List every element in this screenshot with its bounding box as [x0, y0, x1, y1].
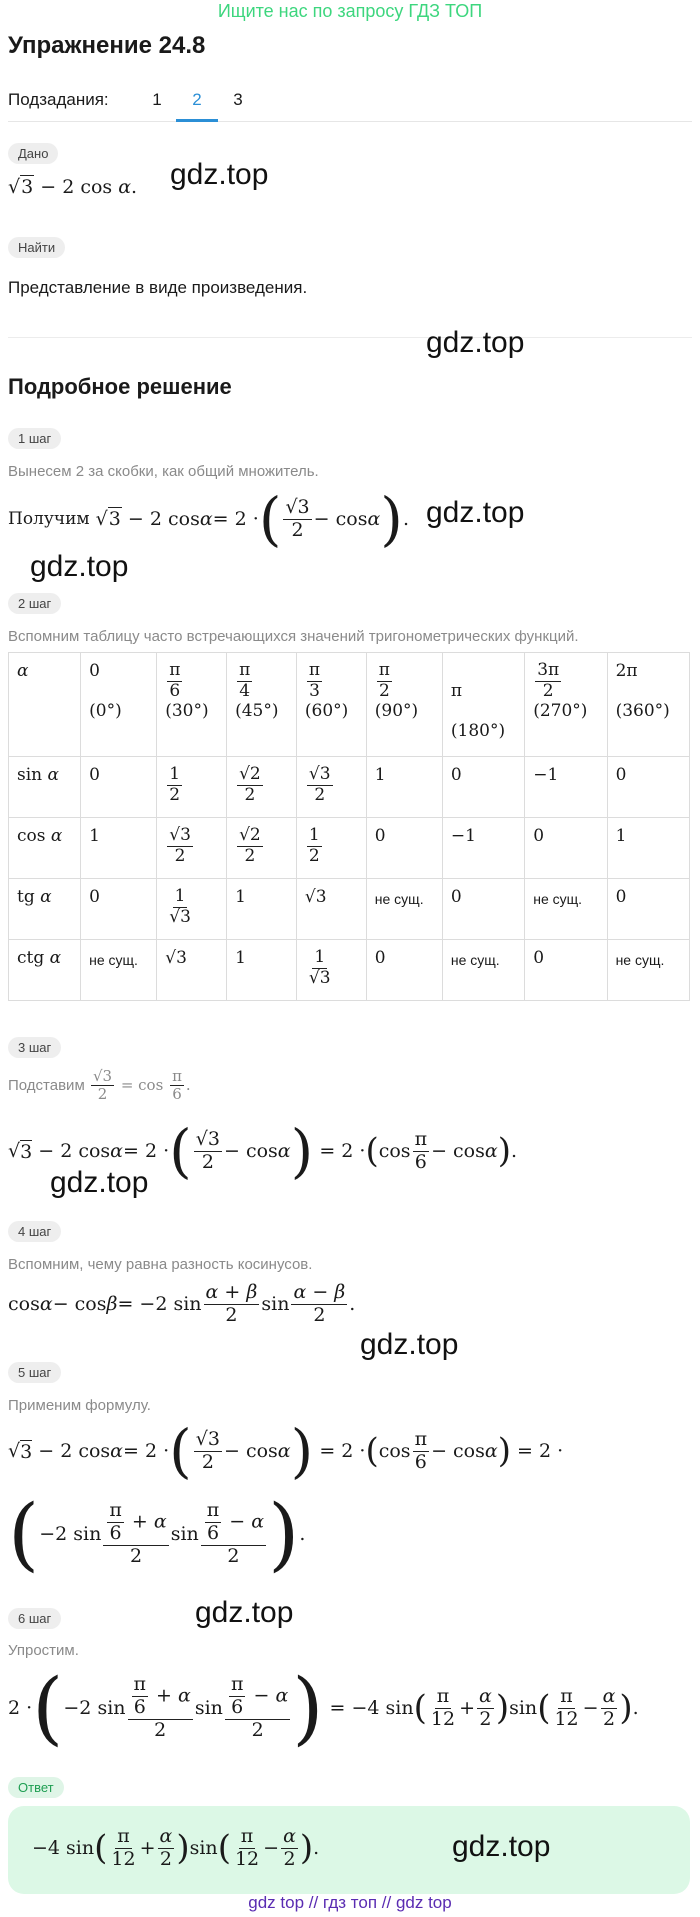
watermark: gdz.top: [50, 1166, 149, 1199]
table-row: [9, 818, 690, 879]
table-cell: $\frac{1}{2}$: [296, 818, 366, 879]
table-cell: 0: [442, 757, 524, 818]
subtasks-bar: [8, 90, 692, 122]
step3-formula: √ 3 − 2 cos α = 2 · ( $\frac{√3}{2}$ − cos α ) = 2 · ( cos $\frac{\pi}{6}$ − cos α ) .: [8, 1117, 518, 1185]
table-cell: 1: [607, 818, 689, 879]
watermark: gdz.top: [452, 1830, 551, 1863]
footer-links[interactable]: gdz top // гдз топ // gdz top: [248, 1893, 452, 1912]
table-row: [9, 653, 690, 757]
given-chip: Дано: [8, 143, 58, 164]
table-cell: $\frac{√3}{2}$: [157, 818, 227, 879]
watermark: gdz.top: [426, 326, 525, 359]
watermark: gdz.top: [360, 1328, 459, 1361]
table-cell: 1: [366, 757, 442, 818]
table-row: [9, 879, 690, 940]
table-cell: 0 (0°): [81, 653, 157, 757]
tab-subtask-3[interactable]: 3: [233, 90, 243, 109]
watermark: gdz.top: [170, 158, 269, 191]
table-cell: sin α: [9, 757, 81, 818]
tab-subtask-1[interactable]: 1: [152, 90, 162, 109]
table-cell: $\frac{√3}{2}$: [296, 757, 366, 818]
trig-values-table: [8, 652, 690, 1001]
table-cell: 1: [227, 940, 297, 1001]
given-expression: √3 − 2 cos α.: [8, 176, 138, 198]
table-cell: 2π (360°): [607, 653, 689, 757]
page-title: Упражнение 24.8: [8, 32, 206, 59]
table-cell: 0: [81, 757, 157, 818]
answer-box: [8, 1806, 690, 1894]
table-cell: $\frac{√2}{2}$: [227, 818, 297, 879]
table-cell: 0: [81, 879, 157, 940]
step-chip: 1 шаг: [8, 428, 61, 449]
table-cell: $\frac{3\pi}{2}$ (270°): [525, 653, 607, 757]
table-cell: π (180°): [442, 653, 524, 757]
table-cell: не сущ.: [81, 940, 157, 1001]
table-row: [9, 940, 690, 1001]
table-cell: $\frac{\pi}{6}$ (30°): [157, 653, 227, 757]
table-cell: 0: [366, 940, 442, 1001]
table-row: [9, 757, 690, 818]
table-cell: 0: [607, 757, 689, 818]
step-description: Применим формулу.: [8, 1397, 151, 1414]
table-cell: $\frac{√2}{2}$: [227, 757, 297, 818]
step-description: Упростим.: [8, 1642, 79, 1659]
table-cell: α: [9, 653, 81, 757]
table-cell: 1: [227, 879, 297, 940]
answer-chip: Ответ: [8, 1777, 64, 1798]
table-cell: $\frac{\pi}{4}$ (45°): [227, 653, 297, 757]
step-chip: 3 шаг: [8, 1037, 61, 1058]
table-cell: √3: [296, 879, 366, 940]
table-cell: не сущ.: [525, 879, 607, 940]
watermark: gdz.top: [30, 550, 129, 583]
table-cell: $\frac{1}{2}$: [157, 757, 227, 818]
step5-formula-line1: √ 3 − 2 cos α = 2 · ( $\frac{√3}{2}$ − cos α ) = 2 · ( cos $\frac{\pi}{6}$ − cos α ) = 2 ·: [8, 1417, 564, 1485]
table-cell: √3: [157, 940, 227, 1001]
table-cell: −1: [442, 818, 524, 879]
table-cell: 1: [81, 818, 157, 879]
table-cell: cos α: [9, 818, 81, 879]
table-cell: 0: [525, 940, 607, 1001]
table-cell: не сущ.: [607, 940, 689, 1001]
table-cell: ctg α: [9, 940, 81, 1001]
step5-formula-line2: ( −2 sin $\frac{\pi}{6}$ + α 2 sin $\frac{\pi}{6}$ − α 2 ) .: [8, 1487, 306, 1580]
find-chip: Найти: [8, 237, 65, 258]
table-cell: $\frac{\pi}{2}$ (90°): [366, 653, 442, 757]
tab-subtask-2[interactable]: 2: [176, 90, 218, 122]
search-banner: Ищите нас по запросу ГДЗ ТОП: [217, 1, 483, 21]
step-description: Вспомним таблицу часто встречающихся значений тригонометрических функций.: [8, 628, 579, 645]
step-description: Подставим $\frac{√3}{2}$ = cos $\frac{\pi}{6}$ .: [8, 1067, 191, 1104]
subtasks-label: Подзадания:: [8, 90, 109, 109]
step6-formula: 2 · ( −2 sin $\frac{\pi}{6}$ + α 2 sin $\frac{\pi}{6}$ − α 2 ) = −4 sin ( $\frac{\pi}{12}$ + $\frac{\alpha}{2}$ ) sin ( $\frac{\pi}{12}$ − $\frac{\alpha}{2}$ ) .: [8, 1661, 639, 1754]
step-chip: 4 шаг: [8, 1221, 61, 1242]
table-cell: −1: [525, 757, 607, 818]
step-description: Вспомним, чему равна разность косинусов.: [8, 1256, 313, 1273]
watermark: gdz.top: [426, 496, 525, 529]
solution-heading: Подробное решение: [8, 374, 232, 399]
step-description: Вынесем 2 за скобки, как общий множитель.: [8, 463, 319, 480]
table-cell: 0: [366, 818, 442, 879]
step-chip: 6 шаг: [8, 1608, 61, 1629]
given-section: [8, 143, 692, 164]
answer-formula: −4 sin ( $\frac{\pi}{12}$ + $\frac{\alpha}{2}$ ) sin ( $\frac{\pi}{12}$ − $\frac{\alpha}{2}$ ) .: [32, 1825, 320, 1870]
watermark: gdz.top: [195, 1596, 294, 1629]
table-cell: $\frac{1}{√3}$: [296, 940, 366, 1001]
table-cell: не сущ.: [366, 879, 442, 940]
table-cell: tg α: [9, 879, 81, 940]
step-chip: 5 шаг: [8, 1362, 61, 1383]
step-chip: 2 шаг: [8, 593, 61, 614]
table-cell: 0: [525, 818, 607, 879]
table-cell: не сущ.: [442, 940, 524, 1001]
table-cell: 0: [442, 879, 524, 940]
step4-formula: cos α − cos β = −2 sin $\frac{\alpha + \beta}{2}$ sin $\frac{\alpha - \beta}{2}$ .: [8, 1281, 356, 1326]
divider: [8, 337, 692, 338]
find-text: Представление в виде произведения.: [8, 278, 308, 297]
table-cell: 0: [607, 879, 689, 940]
step1-formula: Получим √3 − 2 cos α = 2 · ( $\frac{√3}{2}$ − cos α ) .: [8, 485, 409, 553]
table-cell: $\frac{\pi}{3}$ (60°): [296, 653, 366, 757]
table-cell: $\frac{1}{√3}$: [157, 879, 227, 940]
